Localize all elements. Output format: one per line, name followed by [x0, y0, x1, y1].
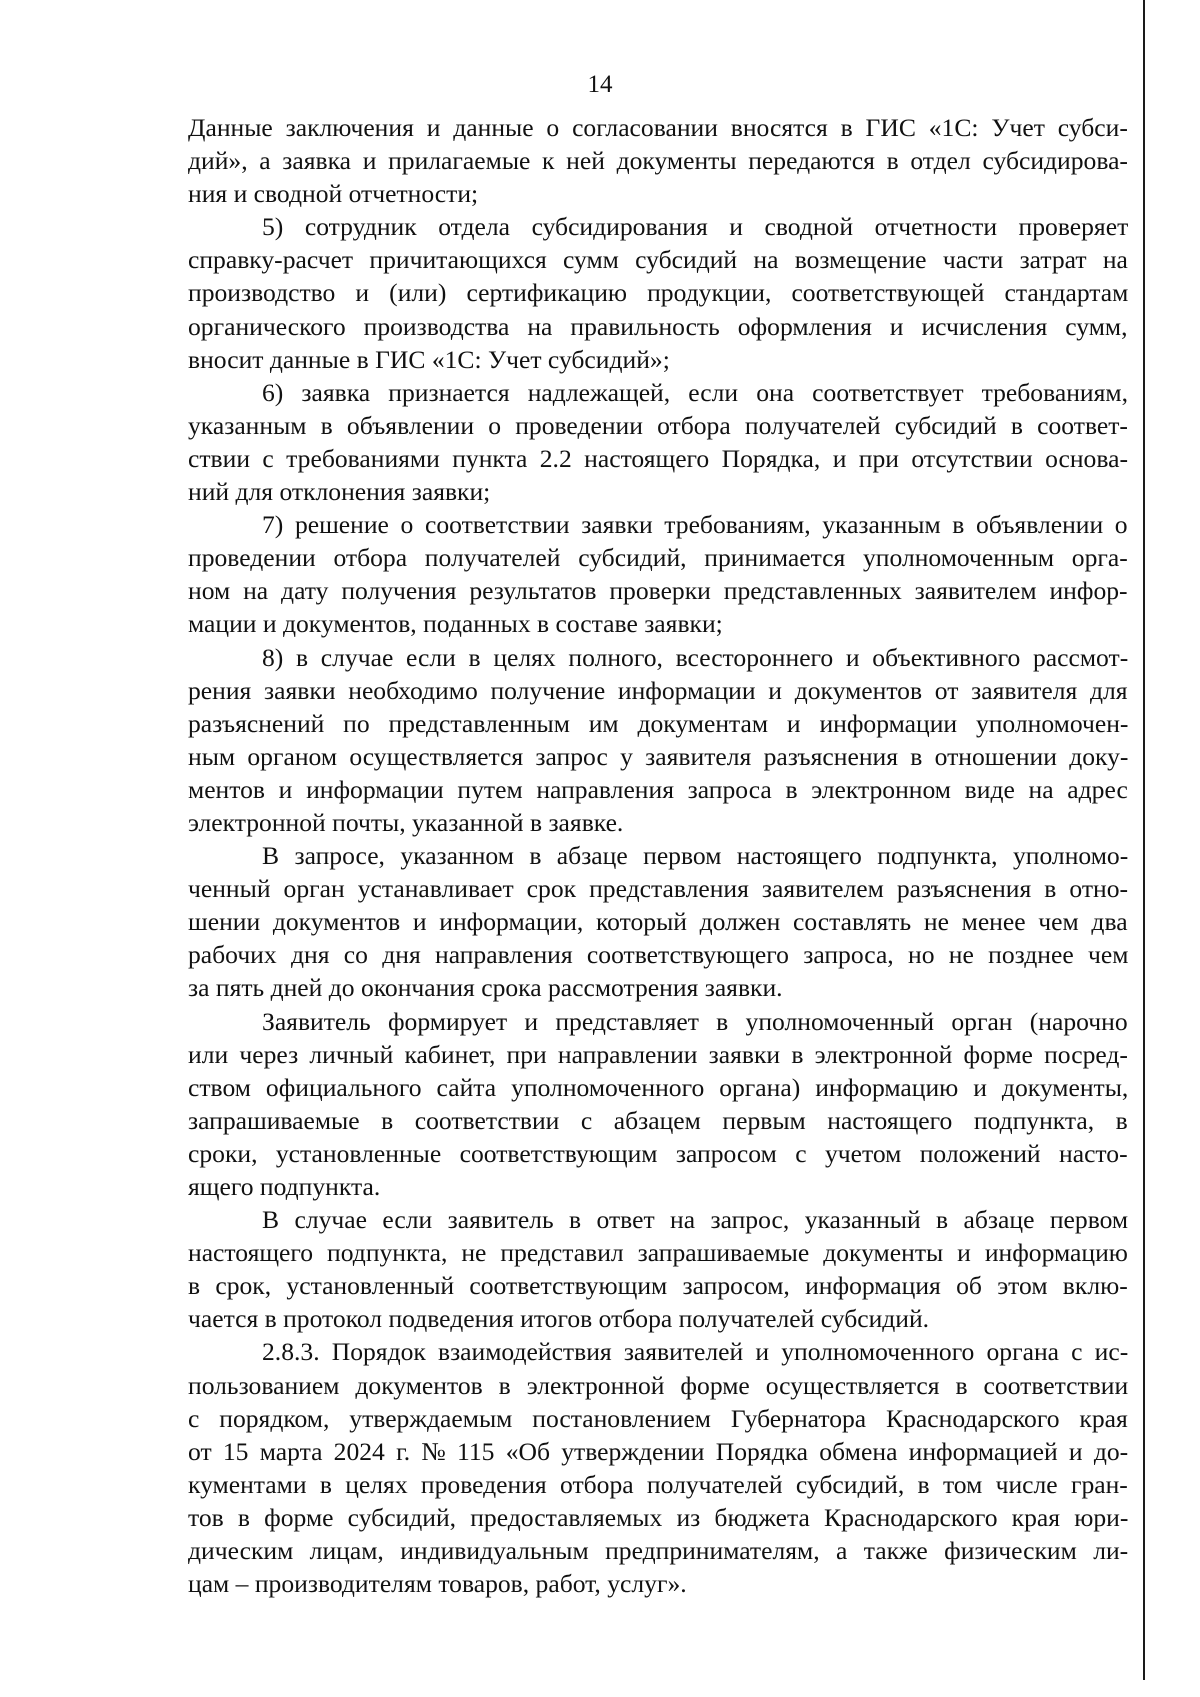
text-line: или через личный кабинет, при направлении заявки в электронной форме посред- — [188, 1039, 1128, 1069]
scan-edge-line — [1143, 0, 1145, 1680]
text-line: ном на дату получения результатов проверки представленных заявителем инфор- — [188, 576, 1128, 606]
text-line: за пять дней до окончания срока рассмотрения заявки. — [188, 973, 783, 1003]
text-line: рабочих дня со дня направления соответствующего запроса, но не позднее чем — [188, 940, 1129, 970]
text-line: настоящего подпункта, не представил запрашиваемые документы и информацию — [188, 1238, 1128, 1268]
text-line: производство и (или) сертификацию продукции, соответствующей стандартам — [188, 278, 1129, 308]
text-line: дий», а заявка и прилагаемые к ней документы передаются в отдел субсидирова- — [188, 146, 1128, 176]
text-line: сроки, установленные соответствующим запросом с учетом положений насто- — [188, 1138, 1128, 1168]
text-line: в срок, установленный соответствующим запросом, информация об этом вклю- — [188, 1271, 1128, 1301]
text-line: ний для отклонения заявки; — [188, 477, 491, 507]
text-line: В запросе, указанном в абзаце первом настоящего подпункта, уполномо- — [262, 841, 1129, 871]
text-line: мации и документов, поданных в составе заявки; — [188, 609, 723, 639]
text-line: дическим лицам, индивидуальным предпринимателям, а также физическим ли- — [188, 1536, 1129, 1566]
text-line: ным органом осуществляется запрос у заявителя разъяснения в отношении доку- — [188, 741, 1129, 771]
text-line: разъяснений по представленным им документам и информации уполномочен- — [188, 708, 1129, 738]
text-line: с порядком, утверждаемым постановлением Губернатора Краснодарского края — [188, 1403, 1128, 1433]
text-line: ствии с требованиями пункта 2.2 настоящего Порядка, и при отсутствии основа- — [188, 443, 1128, 473]
text-line: чается в протокол подведения итогов отбора получателей субсидий. — [188, 1304, 930, 1334]
text-line: 5) сотрудник отдела субсидирования и сводной отчетности проверяет — [262, 212, 1129, 242]
text-line: шении документов и информации, который должен составлять не менее чем два — [188, 907, 1128, 937]
text-line: ментов и информации путем направления запроса в электронном виде на адрес — [188, 774, 1128, 804]
text-line: указанным в объявлении о проведении отбора получателей субсидий в соответ- — [188, 410, 1128, 440]
text-line: 6) заявка признается надлежащей, если она соответствует требованиям, — [262, 377, 1128, 407]
text-line: проведении отбора получателей субсидий, принимается уполномоченным орга- — [188, 543, 1128, 573]
text-line: справку-расчет причитающихся сумм субсидий на возмещение части затрат на — [188, 245, 1128, 275]
text-line: от 15 марта 2024 г. № 115 «Об утверждении Порядка обмена информацией и до- — [188, 1436, 1129, 1466]
text-line: 2.8.3. Порядок взаимодействия заявителей и уполномоченного органа с ис- — [262, 1337, 1129, 1367]
text-line: пользованием документов в электронной форме осуществляется в соответствии — [188, 1370, 1129, 1400]
text-line: кументами в целях проведения отбора получателей субсидий, в том числе гран- — [188, 1469, 1128, 1499]
text-line: ченный орган устанавливает срок представления заявителем разъяснения в отно- — [188, 874, 1129, 904]
text-line: Данные заключения и данные о согласовании вносятся в ГИС «1С: Учет субси- — [188, 113, 1128, 142]
text-line: тов в форме субсидий, предоставляемых из бюджета Краснодарского края юри- — [188, 1502, 1129, 1532]
page-number: 14 — [587, 71, 613, 98]
text-line: 7) решение о соответствии заявки требованиям, указанным в объявлении о — [262, 510, 1128, 540]
text-line: электронной почты, указанной в заявке. — [188, 807, 624, 837]
text-line: ством официального сайта уполномоченного органа) информацию и документы, — [188, 1072, 1129, 1102]
text-line: ния и сводной отчетности; — [188, 179, 479, 209]
text-line: органического производства на правильность оформления и исчисления сумм, — [188, 311, 1128, 341]
text-line: В случае если заявитель в ответ на запрос, указанный в абзаце первом — [262, 1205, 1129, 1235]
text-line: цам – производителям товаров, работ, услуг». — [188, 1569, 687, 1599]
text-line: 8) в случае если в целях полного, всестороннего и объективного рассмот- — [262, 642, 1129, 672]
text-line: запрашиваемые в соответствии с абзацем первым настоящего подпункта, в — [188, 1105, 1128, 1135]
text-line: Заявитель формирует и представляет в уполномоченный орган (нарочно — [262, 1006, 1128, 1036]
text-line: рения заявки необходимо получение информации и документов от заявителя для — [188, 675, 1128, 705]
text-line: вносит данные в ГИС «1С: Учет субсидий»; — [188, 344, 670, 374]
text-line: ящего подпункта. — [188, 1172, 381, 1201]
document-body — [188, 111, 1163, 1600]
